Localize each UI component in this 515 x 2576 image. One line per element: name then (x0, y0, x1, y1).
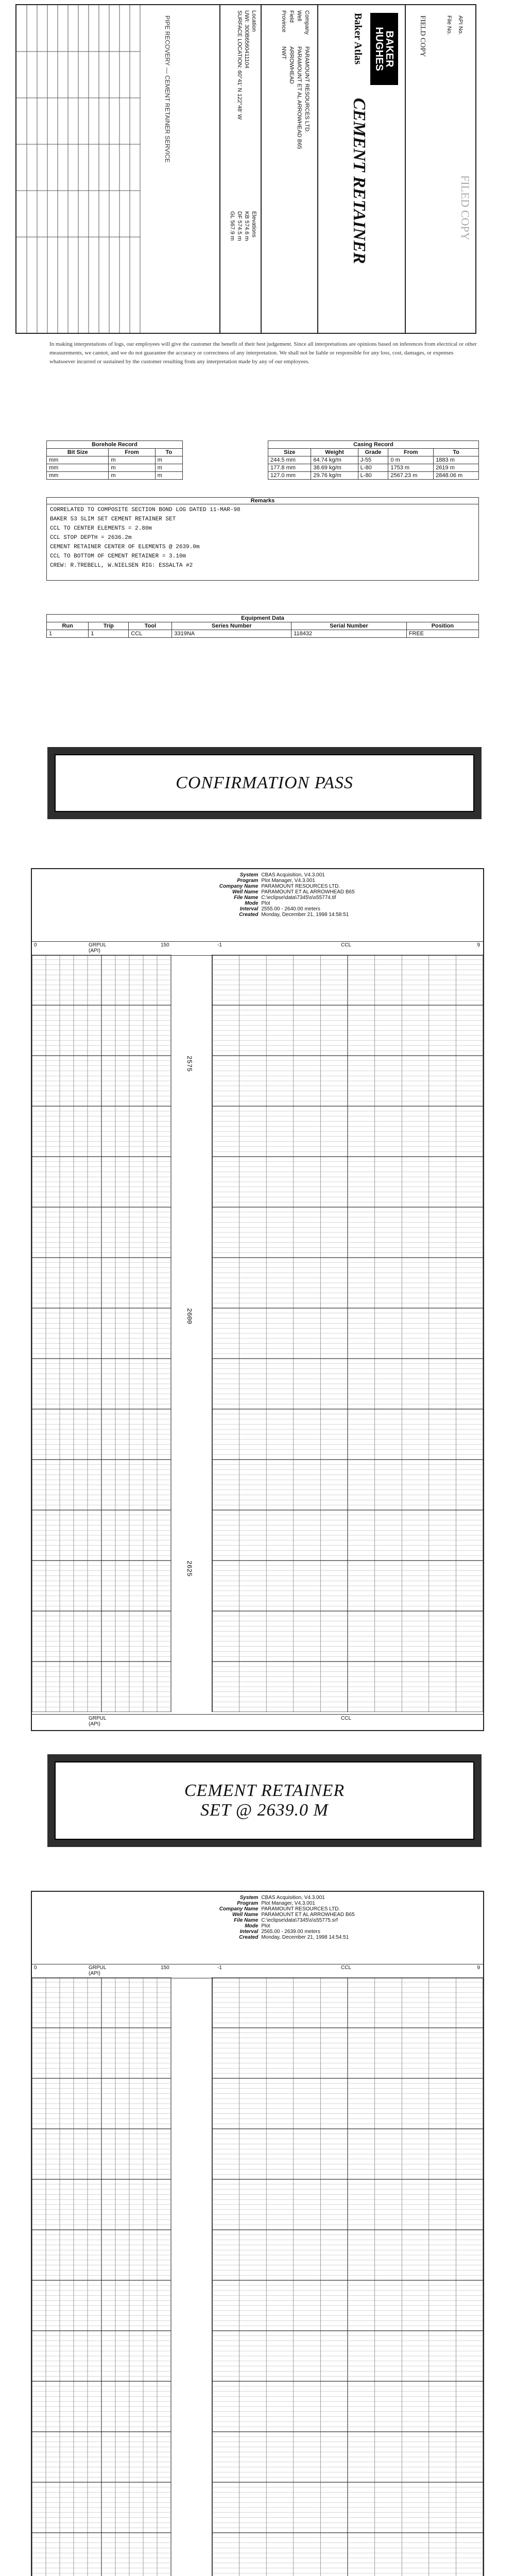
script-title: CEMENT RETAINER (350, 98, 369, 264)
equipment-col-position: Position (406, 622, 478, 630)
gl-value: 567.9 m (229, 220, 235, 241)
log2-program-label: Program (237, 1901, 259, 1906)
log1-footer-curve: GRPUL (89, 1716, 107, 1721)
log1-file-label: File Name (234, 895, 259, 901)
surface-location-value: SURFACE LOCATION: 60°41' N 122°48' W (236, 10, 243, 120)
header-location-column (219, 5, 262, 333)
log2-program: Plot Manager, V4.3.001 (261, 1901, 315, 1906)
borehole-cell: mm (47, 472, 109, 480)
log2-file: C:\eclipse\data\7345\s\s55775.srf (261, 1918, 338, 1923)
header-logo-column (317, 5, 406, 333)
kb-label: KB (244, 211, 250, 219)
borehole-cell: m (109, 464, 155, 472)
logo-bottom-text: HUGHES (373, 27, 385, 71)
log1-right-curve: CCL (341, 942, 352, 948)
borehole-cell: m (155, 472, 182, 480)
header-right-column (405, 5, 475, 333)
baker-hughes-logo (370, 13, 398, 85)
log1-mode: Plot (261, 901, 270, 906)
log2-header (159, 1895, 356, 1940)
well-label: Well (296, 10, 302, 22)
log1-interval: 2555.00 - 2640.00 meters (261, 906, 320, 912)
log1-depth-label-3: 2625 (185, 1560, 194, 1577)
log1-file: C:\eclipse\data\7345\s\s55774.tif (261, 895, 336, 901)
borehole-col-to: To (155, 449, 182, 456)
confirmation-pass-title: CONFIRMATION PASS (176, 773, 353, 792)
casing-cell: 2567.23 m (388, 472, 434, 480)
table-row (268, 456, 479, 464)
log1-system-label: System (239, 872, 259, 878)
borehole-record (46, 440, 183, 480)
log1-track-header (32, 941, 483, 956)
log2-interval-label: Interval (239, 1929, 259, 1935)
casing-cell: 244.5 mm (268, 456, 311, 464)
log2-track-header (32, 1964, 483, 1978)
log1-depth-label-2: 2600 (185, 1308, 194, 1325)
retainer-banner-line1: CEMENT RETAINER (184, 1781, 345, 1800)
company-label: Company (304, 10, 310, 35)
log2-left-min: 0 (34, 1965, 37, 1971)
table-row (47, 464, 183, 472)
kb-value: 574.6 m (244, 220, 250, 241)
log1-program: Plot Manager, V4.3.001 (261, 878, 315, 884)
borehole-cell: m (155, 464, 182, 472)
remark-line: CCL TO CENTER ELEMENTS = 2.80m (50, 526, 152, 532)
remark-line: CCL TO BOTTOM OF CEMENT RETAINER = 3.10m (50, 553, 186, 560)
gl-label: GL (229, 211, 235, 219)
casing-cell: 127.0 mm (268, 472, 311, 480)
equipment-col-run: Run (47, 622, 89, 630)
field-label: Field (288, 10, 295, 23)
df-label: DF (236, 211, 243, 219)
casing-col-to: To (434, 449, 479, 456)
borehole-cell: m (109, 472, 155, 480)
casing-cell: 64.74 kg/m (311, 456, 358, 464)
table-row (268, 464, 479, 472)
uwi-value: UWI: 300B6560411104 (244, 10, 250, 69)
casing-cell: 0 m (388, 456, 434, 464)
df-value: 574.5 m (236, 220, 243, 241)
location-label: Location (251, 10, 257, 32)
equipment-title: Equipment Data (47, 615, 479, 622)
remarks-box (46, 497, 479, 581)
casing-col-grade: Grade (358, 449, 388, 456)
header-data-grid (16, 5, 220, 333)
equipment-data (46, 614, 479, 638)
log2-interval: 2565.00 - 2639.00 meters (261, 1929, 320, 1935)
table-row (47, 630, 479, 638)
equipment-cell: CCL (129, 630, 172, 638)
casing-cell: J-55 (358, 456, 388, 464)
header-company-column (261, 5, 318, 333)
heading-block (15, 4, 476, 334)
table-row (47, 472, 183, 480)
borehole-record-title: Borehole Record (47, 441, 183, 449)
casing-cell: 2848.06 m (434, 472, 479, 480)
province-label: Province (281, 10, 287, 32)
table-row (47, 456, 183, 464)
log2-company: PARAMOUNT RESOURCES LTD. (261, 1906, 340, 1912)
casing-col-from: From (388, 449, 434, 456)
casing-cell: L-80 (358, 464, 388, 472)
file-no-label: File No. (446, 15, 452, 35)
log2-company-label: Company Name (219, 1906, 259, 1912)
log1-track-footer (32, 1714, 483, 1728)
casing-cell: L-80 (358, 472, 388, 480)
log1-company-label: Company Name (219, 884, 259, 889)
casing-col-weight: Weight (311, 449, 358, 456)
header-grid-lines (16, 5, 220, 333)
casing-cell: 2619 m (434, 464, 479, 472)
casing-record-title: Casing Record (268, 441, 479, 449)
remark-line: CREW: R.TREBELL, W.NIELSEN RIG: ESSALTA #2 (50, 563, 193, 569)
log2-right-max: 9 (477, 1965, 480, 1971)
log1-left-min: 0 (34, 942, 37, 948)
log1-left-unit: (API) (89, 948, 100, 954)
cement-retainer-banner (47, 1754, 482, 1847)
borehole-cell: m (155, 456, 182, 464)
elevations-label: Elevations (251, 211, 257, 238)
field-value: ARROWHEAD (288, 46, 295, 84)
log1-depth-label-1: 2575 (185, 1055, 194, 1072)
remark-line: CORRELATED TO COMPOSITE SECTION BOND LOG DATED 11-MAR-98 (50, 507, 241, 513)
log1-right-min: -1 (217, 942, 222, 948)
log1-created: Monday, December 21, 1998 14:58:51 (261, 912, 349, 918)
baker-atlas-label: Baker Atlas (352, 13, 364, 65)
log2-system: CBAS Acquisition, V4.3.001 (261, 1895, 325, 1901)
log2-right-curve: CCL (341, 1965, 352, 1971)
borehole-cell: mm (47, 456, 109, 464)
log1-well-label: Well Name (232, 889, 259, 895)
logo-top-text: BAKER (384, 30, 396, 67)
casing-cell: 1753 m (388, 464, 434, 472)
log1-left-max: 150 (161, 942, 169, 948)
log1-system: CBAS Acquisition, V4.3.001 (261, 872, 325, 878)
remark-line: CCL STOP DEPTH = 2636.2m (50, 535, 132, 541)
casing-cell: 177.8 mm (268, 464, 311, 472)
log1-header (159, 872, 356, 918)
retainer-log (31, 1891, 484, 2576)
log2-file-label: File Name (234, 1918, 259, 1923)
log2-created-label: Created (239, 1935, 259, 1940)
log2-created: Monday, December 21, 1998 14:54:51 (261, 1935, 349, 1940)
equipment-col-serial: Serial Number (291, 622, 407, 630)
log2-mode-label: Mode (245, 1923, 259, 1929)
log1-footer-right-curve: CCL (341, 1716, 352, 1721)
rotated-service-note: PIPE RECOVERY — CEMENT RETAINER SERVICE (164, 15, 171, 163)
province-value: NWT (281, 46, 287, 60)
field-copy-label: FIELD COPY (419, 15, 426, 57)
equipment-cell: 1 (89, 630, 129, 638)
remark-line: BAKER 53 SLIM SET CEMENT RETAINER SET (50, 516, 176, 522)
log1-well: PARAMOUNT ET AL ARROWHEAD B65 (261, 889, 355, 895)
remarks-title: Remarks (47, 498, 478, 504)
log1-right-max: 9 (477, 942, 480, 948)
company-value: PARAMOUNT RESOURCES LTD. (304, 46, 310, 133)
log1-grid (32, 955, 483, 1712)
borehole-cell: mm (47, 464, 109, 472)
log2-system-label: System (239, 1895, 259, 1901)
casing-cell: 1883 m (434, 456, 479, 464)
equipment-cell: 1 (47, 630, 89, 638)
log1-created-label: Created (239, 912, 259, 918)
log2-well-label: Well Name (232, 1912, 259, 1918)
casing-record (268, 440, 479, 480)
retainer-banner-line2: SET @ 2639.0 M (200, 1801, 329, 1820)
api-no-label: API No. (457, 15, 464, 35)
well-value: PARAMOUNT ET AL ARROWHEAD B65 (296, 46, 302, 149)
equipment-cell: 118432 (291, 630, 407, 638)
equipment-cell: FREE (406, 630, 478, 638)
log1-company: PARAMOUNT RESOURCES LTD. (261, 884, 340, 889)
casing-cell: 29.76 kg/m (311, 472, 358, 480)
log1-mode-label: Mode (245, 901, 259, 906)
log1-program-label: Program (237, 878, 259, 884)
log2-well: PARAMOUNT ET AL ARROWHEAD B65 (261, 1912, 355, 1918)
borehole-cell: m (109, 456, 155, 464)
table-row (268, 472, 479, 480)
borehole-col-bitsize: Bit Size (47, 449, 109, 456)
confirmation-pass-banner (47, 747, 482, 819)
log2-left-unit: (API) (89, 1971, 100, 1976)
log2-mode: Plot (261, 1923, 270, 1929)
log1-footer-unit: (API) (89, 1721, 100, 1727)
log1-left-curve: GRPUL (89, 942, 107, 948)
equipment-col-series: Series Number (172, 622, 291, 630)
borehole-col-from: From (109, 449, 155, 456)
stamp-text: FILED COPY (459, 175, 472, 241)
log2-left-max: 150 (161, 1965, 169, 1971)
disclaimer: In making interpretations of logs, our employees will give the customer the benefit of their best judgement. Since all interpretations are opinions based on inferences from electrical or other measurements, we cannot, and we do not guarantee the accuracy or correctness of any interpretation. We shall not be liable or responsible for any loss, cost, damages, or expenses whatsoever incurred or sustained by the customer resulting from any interpretation made by any of our employees. (49, 341, 477, 365)
equipment-col-trip: Trip (89, 622, 129, 630)
confirmation-log (31, 868, 484, 1731)
equipment-cell: 3319NA (172, 630, 291, 638)
log2-right-min: -1 (217, 1965, 222, 1971)
log2-left-curve: GRPUL (89, 1965, 107, 1971)
equipment-col-tool: Tool (129, 622, 172, 630)
log2-grid (32, 1977, 483, 2576)
remark-line: CEMENT RETAINER CENTER OF ELEMENTS @ 2639.0m (50, 544, 200, 550)
casing-cell: 38.69 kg/m (311, 464, 358, 472)
log1-interval-label: Interval (239, 906, 259, 912)
casing-col-size: Size (268, 449, 311, 456)
